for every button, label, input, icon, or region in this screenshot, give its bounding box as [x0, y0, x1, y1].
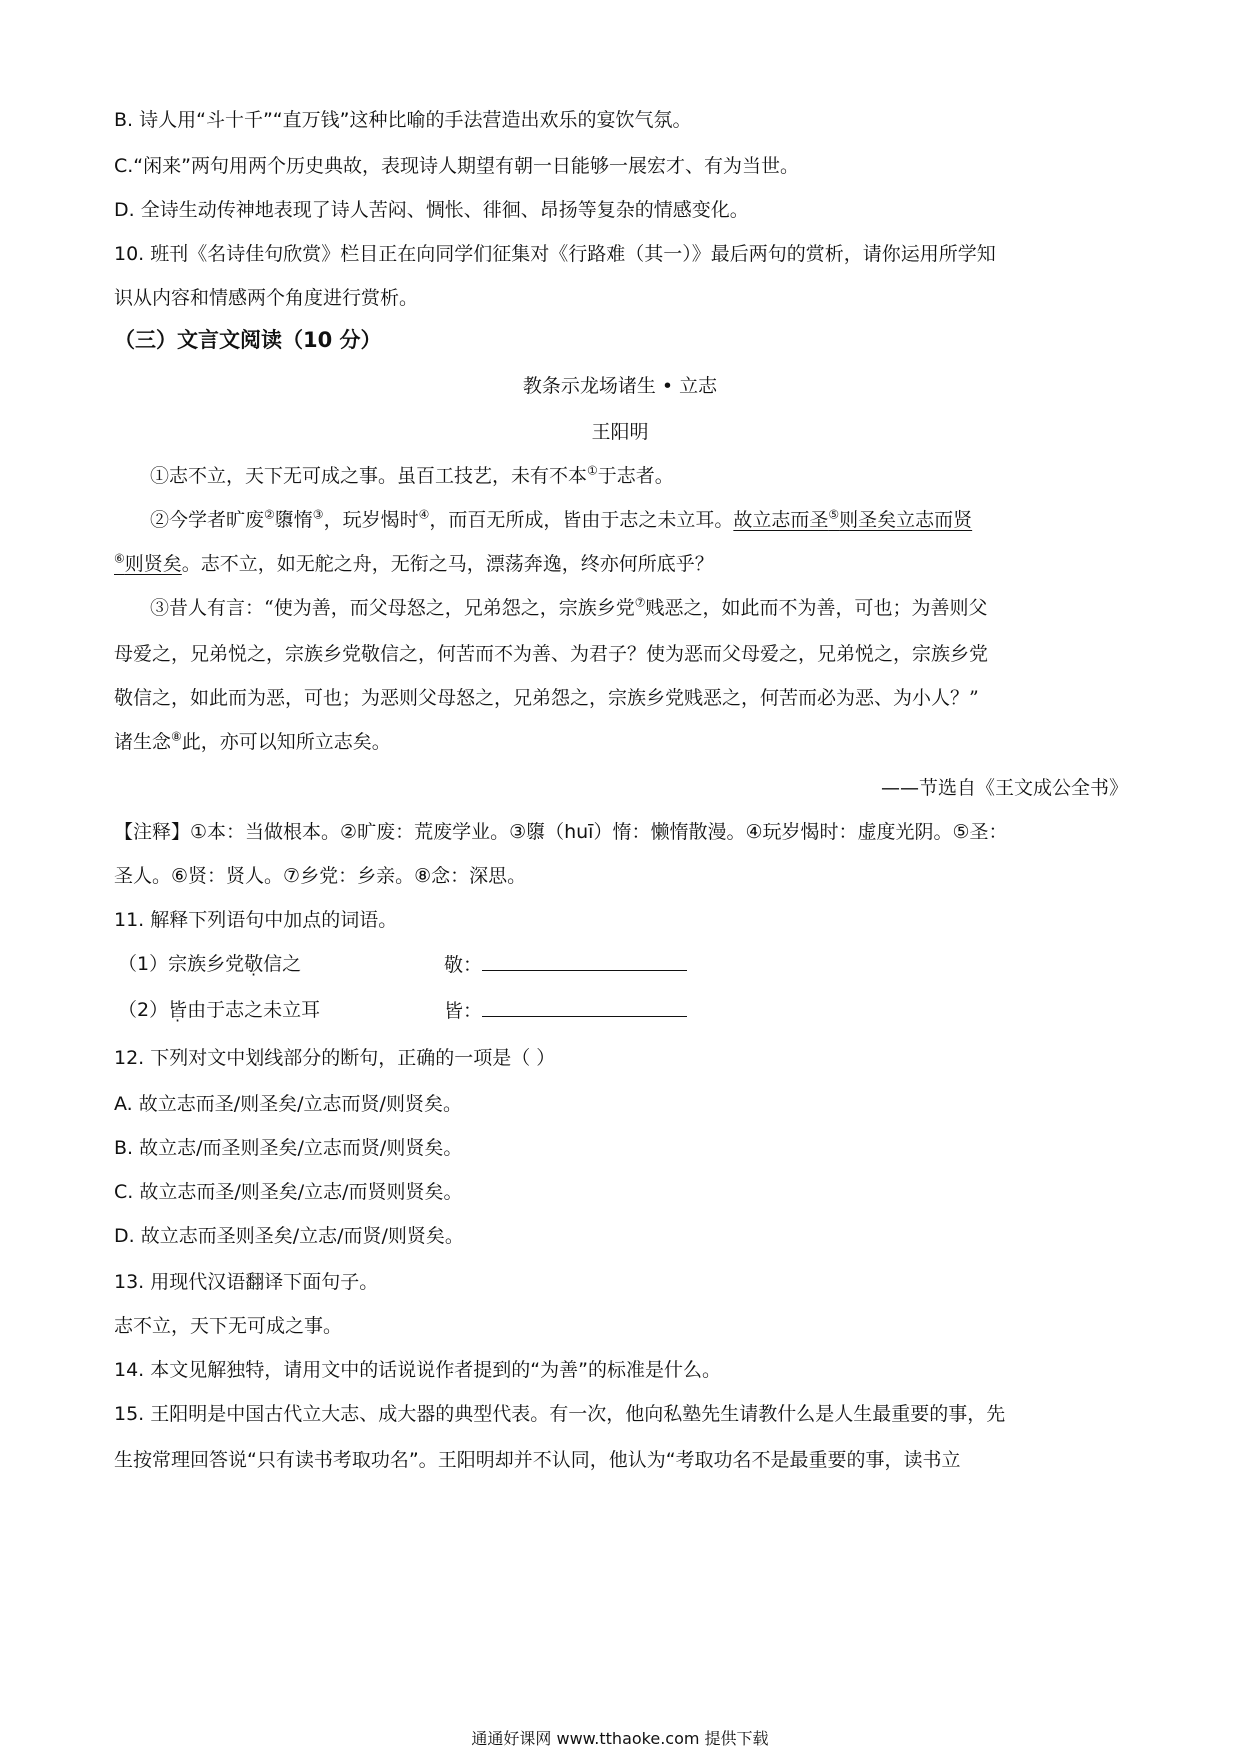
paragraph-3-line3: 敬信之，如此而为恶，可也；为恶则父母怒之，兄弟怨之，宗族乡党贱恶之，何苦而必为恶、为小人？”: [114, 687, 979, 709]
passage-title: 教条示龙场诸生 • 立志: [522, 375, 718, 397]
answer-blank-2[interactable]: [482, 996, 687, 1017]
answer-1-row: 敬：: [444, 950, 687, 979]
underlined-sentence-part1: 故立志而圣⑤则圣矣立志而贤: [733, 507, 973, 531]
underlined-sentence-part2: ⑥则贤矣: [114, 551, 182, 575]
section-title: （三）文言文阅读（10 分）: [114, 328, 382, 352]
question-12-option-d[interactable]: D. 故立志而圣则圣矣/立志/而贤/则贤矣。: [114, 1225, 464, 1247]
question-11-item2: （2）皆由于志之未立耳: [118, 999, 321, 1021]
question-11-item1: （1）宗族乡党敬信之: [118, 953, 302, 975]
question-15-line1: 15. 王阳明是中国古代立大志、成大器的典型代表。有一次，他向私塾先生请教什么是人生最重要的事，先: [114, 1403, 1006, 1425]
question-10-line2: 识从内容和情感两个角度进行赏析。: [114, 287, 419, 309]
question-13-sentence: 志不立，天下无可成之事。: [114, 1315, 343, 1337]
paragraph-2-line1: ②今学者旷废②隳惰③，玩岁愒时④，而百无所成，皆由于志之未立耳。故立志而圣⑤则圣矣立志而贤: [150, 507, 973, 531]
notes-line1: 【注释】①本：当做根本。②旷废：荒废学业。③隳（huī）惰：懒惰散漫。④玩岁愒时：虚度光阴。⑤圣：: [114, 821, 1008, 843]
notes-line2: 圣人。⑥贤：贤人。⑦乡党：乡亲。⑧念：深思。: [114, 865, 527, 887]
question-12-option-c[interactable]: C. 故立志而圣/则圣矣/立志/而贤则贤矣。: [114, 1181, 463, 1203]
paragraph-3-line1: ③昔人有言：“使为善，而父母怒之，兄弟怨之，宗族乡党⑦贱恶之，如此而不为善，可也；为善则父: [150, 595, 988, 619]
paragraph-2-line2: ⑥则贤矣。志不立，如无舵之舟，无衔之马，漂荡奔逸，终亦何所底乎？: [114, 551, 714, 575]
paragraph-3-line4: 诸生念⑧此，亦可以知所立志矣。: [114, 729, 391, 753]
question-15-line2: 生按常理回答说“只有读书考取功名”。王阳明却并不认同，他认为“考取功名不是最重要的事，读书立: [114, 1449, 961, 1471]
paragraph-1: ①志不立，天下无可成之事。虽百工技艺，未有不本①于志者。: [150, 463, 674, 487]
option-b-prev: B. 诗人用“斗十千”“直万钱”这种比喻的手法营造出欢乐的宴饮气氛。: [114, 109, 692, 131]
answer-2-row: 皆：: [444, 996, 687, 1025]
question-12-stem: 12. 下列对文中划线部分的断句，正确的一项是（ ）: [114, 1047, 556, 1069]
dotted-word-jie: 皆: [168, 999, 188, 1021]
question-12-option-b[interactable]: B. 故立志/而圣则圣矣/立志而贤/则贤矣。: [114, 1137, 463, 1159]
paragraph-3-line2: 母爱之，兄弟悦之，宗族乡党敬信之，何苦而不为善、为君子？使为恶而父母爱之，兄弟悦之，宗族乡党: [114, 643, 989, 665]
answer-blank-1[interactable]: [482, 950, 687, 971]
passage-source: ——节选自《王文成公全书》: [880, 777, 1128, 799]
option-c-prev: C.“闲来”两句用两个历史典故，表现诗人期望有朝一日能够一展宏才、有为当世。: [114, 155, 799, 177]
dotted-word-jing: 敬: [244, 953, 264, 975]
footer-watermark: 通通好课网 www.tthaoke.com 提供下载: [471, 1729, 769, 1748]
question-11-stem: 11. 解释下列语句中加点的词语。: [114, 909, 398, 931]
passage-author: 王阳明: [591, 421, 649, 443]
question-12-option-a[interactable]: A. 故立志而圣/则圣矣/立志而贤/则贤矣。: [114, 1093, 462, 1115]
question-10-line1: 10. 班刊《名诗佳句欣赏》栏目正在向同学们征集对《行路难（其一）》最后两句的赏析，请你运用所学知: [114, 243, 996, 265]
question-14-stem: 14. 本文见解独特，请用文中的话说说作者提到的“为善”的标准是什么。: [114, 1359, 721, 1381]
question-13-stem: 13. 用现代汉语翻译下面句子。: [114, 1271, 379, 1293]
option-d-prev: D. 全诗生动传神地表现了诗人苦闷、惆怅、徘徊、昂扬等复杂的情感变化。: [114, 199, 749, 221]
